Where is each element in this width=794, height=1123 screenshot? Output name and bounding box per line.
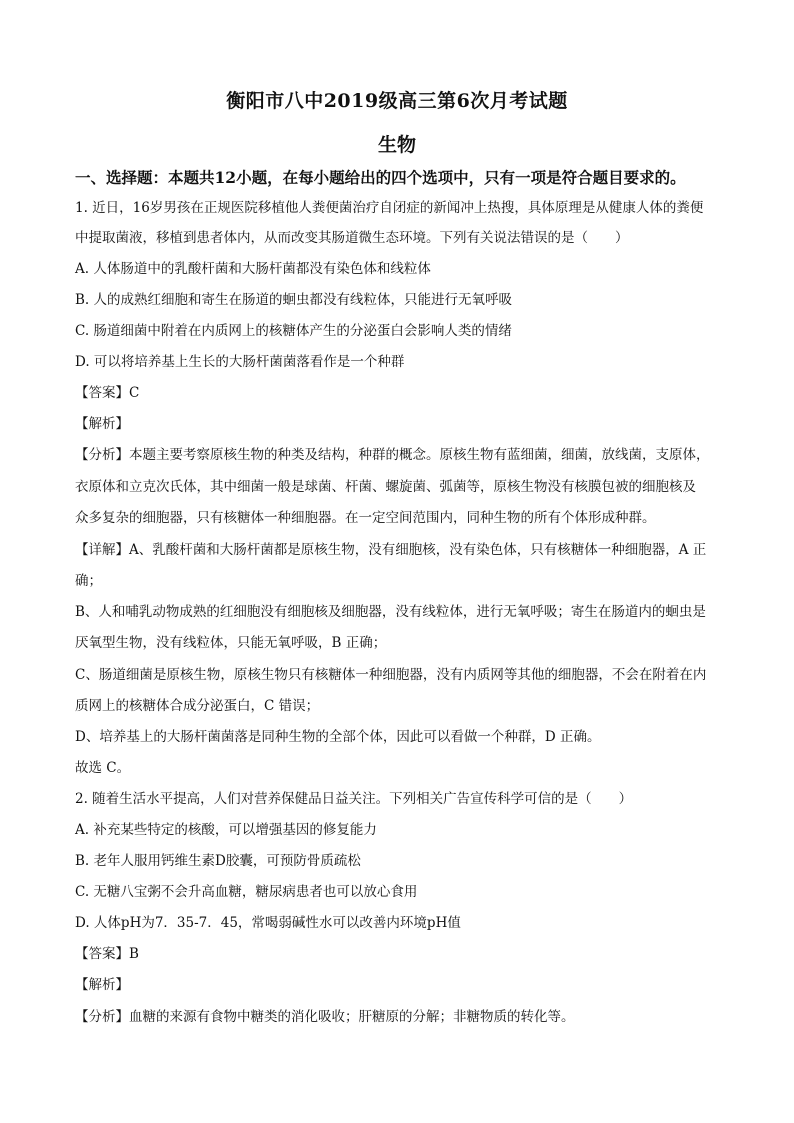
q1-xiangjie-line1: 【详解】A、乳酸杆菌和大肠杆菌都是原核生物，没有细胞核，没有染色体，只有核糖体一种细胞器，A 正 <box>75 542 707 558</box>
q2-fenxi: 【分析】血糖的来源有食物中糖类的消化吸收；肝糖原的分解；非糖物质的转化等。 <box>75 1009 575 1025</box>
q1-conclusion: 故选 C。 <box>75 760 131 776</box>
q1-option-d: D. 可以将培养基上生长的大肠杆菌菌落看作是一个种群 <box>75 354 405 370</box>
q1-answer: 【答案】C <box>75 385 140 401</box>
q1-xiangjie-line2: 确； <box>75 573 102 589</box>
section-heading: 一、选择题：本题共12小题，在每小题给出的四个选项中，只有一项是符合题目要求的。 <box>75 168 686 187</box>
q1-c-line1: C、肠道细菌是原核生物，原核生物只有核糖体一种细胞器，没有内质网等其他的细胞器，不会在附着在内 <box>75 667 707 683</box>
q2-answer: 【答案】B <box>75 946 139 962</box>
q2-analysis-label: 【解析】 <box>75 977 129 993</box>
q2-stem: 2. 随着生活水平提高，人们对营养保健品日益关注。下列相关广告宣传科学可信的是（ ） <box>75 791 633 807</box>
q2-option-a: A. 补充某些特定的核酸，可以增强基因的修复能力 <box>75 822 377 838</box>
q1-d-line1: D、培养基上的大肠杆菌菌落是同种生物的全部个体，因此可以看做一个种群，D 正确。 <box>75 729 601 745</box>
q1-c-line2: 质网上的核糖体合成分泌蛋白，C 错误； <box>75 698 320 714</box>
q1-b-line1: B、人和哺乳动物成熟的红细胞没有细胞核及细胞器，没有线粒体，进行无氧呼吸；寄生在肠道内的蛔虫是 <box>75 604 706 620</box>
q1-fenxi-line1: 【分析】本题主要考察原核生物的种类及结构，种群的概念。原核生物有蓝细菌，细菌，放线菌，支原体， <box>75 447 710 463</box>
q1-b-line2: 厌氧型生物，没有线粒体，只能无氧呼吸，B 正确； <box>75 635 387 651</box>
q1-option-c: C. 肠道细菌中附着在内质网上的核糖体产生的分泌蛋白会影响人类的情绪 <box>75 323 512 339</box>
q1-fenxi-line3: 众多复杂的细胞器，只有核糖体一种细胞器。在一定空间范围内，同种生物的所有个体形成种群。 <box>75 510 656 526</box>
q1-option-a: A. 人体肠道中的乳酸杆菌和大肠杆菌都没有染色体和线粒体 <box>75 261 431 277</box>
q1-stem-line1: 1. 近日，16岁男孩在正规医院移植他人粪便菌治疗自闭症的新闻冲上热搜，具体原理是从健康人体的粪便 <box>75 200 704 216</box>
exam-title: 衡阳市八中2019级高三第6次月考试题 <box>226 90 568 112</box>
q1-analysis-label: 【解析】 <box>75 416 129 432</box>
q2-option-d: D. 人体pH为7．35-7．45，常喝弱碱性水可以改善内环境pH值 <box>75 915 461 931</box>
subject-title: 生物 <box>377 134 416 156</box>
q1-stem-line2: 中提取菌液，移植到患者体内，从而改变其肠道微生态环境。下列有关说法错误的是（ ） <box>75 230 629 246</box>
q2-option-b: B. 老年人服用钙维生素D胶囊，可预防骨质疏松 <box>75 853 361 869</box>
q2-option-c: C. 无糖八宝粥不会升高血糖，糖尿病患者也可以放心食用 <box>75 884 418 900</box>
q1-option-b: B. 人的成熟红细胞和寄生在肠道的蛔虫都没有线粒体，只能进行无氧呼吸 <box>75 292 513 308</box>
q1-fenxi-line2: 衣原体和立克次氏体，其中细菌一般是球菌、杆菌、螺旋菌、弧菌等，原核生物没有核膜包被的细胞核及 <box>75 479 696 495</box>
